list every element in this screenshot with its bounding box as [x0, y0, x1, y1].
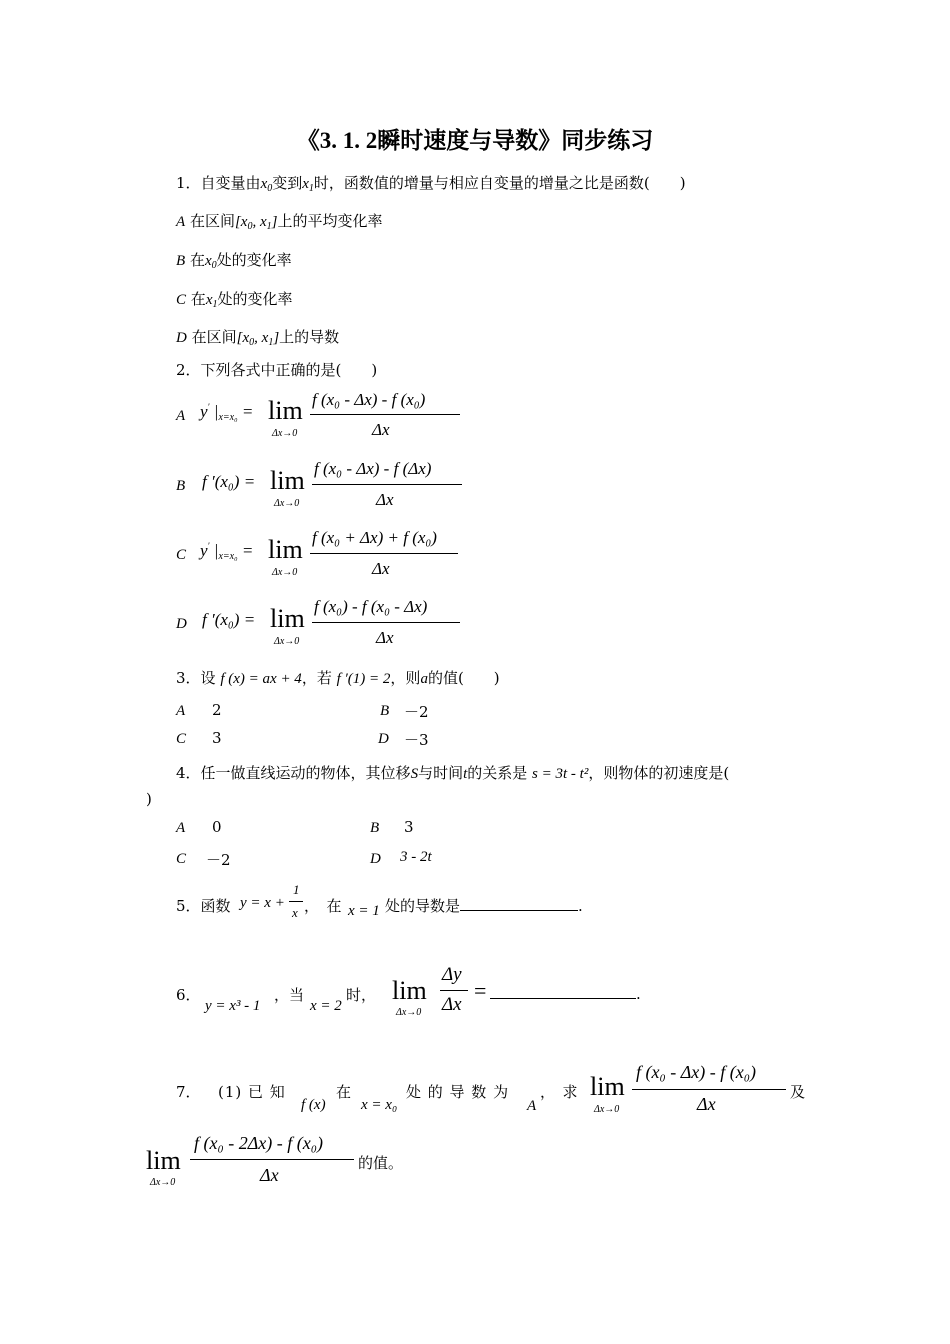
fraction-numerator: f (x₀ - Δx) - f (x₀): [312, 390, 426, 409]
option-c: C: [176, 547, 187, 563]
option-c: C: [176, 851, 187, 867]
question-1: 1．自变量由$x_0$变到$x_1$时，函数值的增量与相应自变量的增量之比是函数( ): [176, 174, 686, 194]
option-d: D: [370, 851, 381, 867]
question-5: 5．函数: [176, 897, 231, 915]
question-3: 3．设 f (x) = ax + 4，若 f ′(1) = 2，则a的值( ): [176, 669, 500, 687]
page-title: 《3. 1. 2瞬时速度与导数》同步练习: [296, 128, 654, 153]
option-d: D: [378, 731, 389, 747]
option-d: D: [176, 616, 187, 632]
option-b: B: [176, 478, 186, 494]
option-a: A: [176, 408, 186, 424]
option-a: A 在区间[$x_0$, $x_1$]上的平均变化率: [176, 212, 383, 232]
question-7: 7．: [176, 1083, 201, 1101]
question-2: 2．下列各式中正确的是( ): [176, 361, 378, 379]
option-d: D 在区间[$x_0$, $x_1$]上的导数: [176, 328, 340, 348]
question-6: 6．: [176, 986, 201, 1004]
option-a: A: [176, 820, 186, 836]
answer-blank[interactable]: [460, 896, 578, 911]
option-b: B: [380, 703, 390, 719]
option-a: A: [176, 703, 186, 719]
question-number: 1．: [176, 174, 201, 192]
answer-blank[interactable]: [490, 984, 636, 999]
option-b: B: [370, 820, 380, 836]
question-4: 4．任一做直线运动的物体，其位移S与时间t的关系是 s = 3t - t²，则物体的初速度是(: [176, 764, 730, 782]
lim-operator: lim: [268, 396, 303, 425]
fraction-denominator: Δx: [372, 420, 390, 439]
option-c: C 在$x_1$处的变化率: [176, 290, 293, 310]
option-b: B 在$x_0$处的变化率: [176, 251, 292, 271]
option-c: C: [176, 731, 187, 747]
